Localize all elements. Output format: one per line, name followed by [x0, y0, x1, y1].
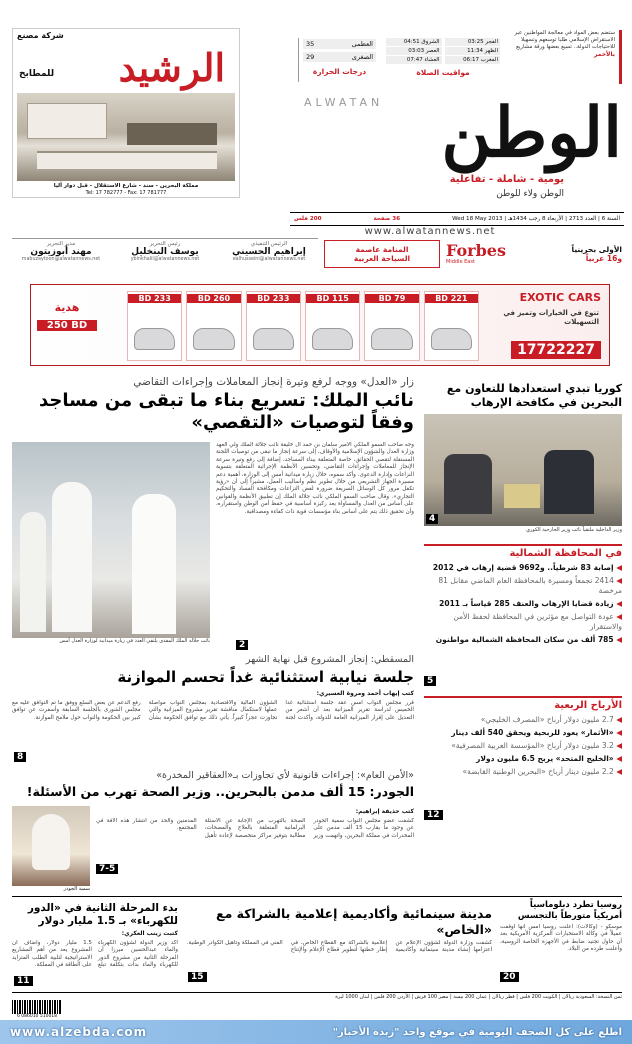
russia-page[interactable]: 20 — [500, 972, 519, 982]
budget-kicker: المسقطي: إنجاز المشروع قبل نهاية الشهر — [245, 654, 414, 665]
lead-photo — [12, 442, 210, 638]
car-card[interactable] — [127, 291, 182, 361]
list-item-text: 2414 تجمعاً ومسيرة بالمحافظة العام الماضي مقابل 81 مرخصة — [438, 576, 622, 595]
cinema-page[interactable]: 15 — [188, 972, 207, 982]
north-page[interactable]: 5 — [424, 676, 436, 686]
list-item[interactable] — [424, 767, 622, 777]
lead-caption: نائب جلالة الملك المفدى يلتقي العدد في زيارة ميدانية لوزارة العدل أمس — [59, 638, 210, 644]
manama-banner[interactable] — [324, 240, 440, 268]
forbes-line2: و16 عربياً — [585, 254, 622, 263]
korea-caption: وزير الداخلية ملتقياً نائب وزير الخارجية الكوري — [526, 527, 622, 533]
budget-body: قرر مجلس النواب أمس عقد جلسة استثنائية غداً الخميس لدراسة تقرير الميزانية بعد أن أشعر من التعديل على إقرار الميزانية العامة للدولة، وأكدت لجنة الشؤون المالية والاقتصادية بمجلس النواب مواصلة عملها لاستكمال مناقشة تقرير مشروع الميزانية والتي تجاوزت عجزاً كبيراً. يأتي ذلك مع توافق الحكومة بشأن رفع الدعم عن بعض السلع ووفق ما تم التوافق عليه مع مجلس الشورى بالجلسة السابقة وأسفرت عن توافق كبير بين الحكومة والنواب حول ملامح الموازنة. — [12, 700, 414, 721]
budget-headline[interactable]: جلسة نيابية استثنائية غداً تحسم الموازنة — [117, 668, 414, 686]
ad-brand: الرشيد — [118, 45, 225, 90]
car-icon — [371, 328, 412, 350]
list-item[interactable] — [424, 612, 622, 632]
car-card[interactable] — [246, 291, 301, 361]
barcode — [12, 1000, 62, 1014]
health-caption: سمية الجودر — [63, 886, 90, 892]
car-price: BD 79 — [365, 294, 418, 303]
list-item[interactable] — [424, 563, 622, 573]
list-item[interactable] — [424, 599, 622, 609]
quarter-section — [424, 696, 622, 780]
prayer-asr: العصر 03:03 — [386, 47, 442, 55]
forbes-logo: Forbes — [446, 241, 506, 260]
staff-managing — [12, 241, 110, 268]
ad-company: شركة مصنع — [17, 31, 64, 40]
list-item[interactable] — [424, 715, 622, 725]
weather-max-value: 35 — [306, 40, 315, 48]
ad-alrashid[interactable] — [12, 28, 240, 198]
car-icon — [253, 328, 294, 350]
barcode-number: 6 086010 510018 — [16, 1014, 58, 1019]
list-item-text: «الأثمار» يعود للربحية ويحقق 540 ألف دينار — [451, 728, 614, 737]
lead-body: وجه صاحب السمو الملكي الأمير سلمان بن حمد آل خليفة نائب جلالة الملك ولي العهد وزارة العدل والشؤون الإسلامية والأوقاف، إلى سرعة إنجاز ما تبقى من توصيات اللجنة المستقلة لتقصي الحقائق، خاصة المتعلقة ببناء المساجد، إضافة إلى رفع وتيرة سرعة الإنجاز للمعاملات وإجراءات التقاضي، وتحسين الأنظمة الإجرائية المتعلقة بتسوية النزاعات وإدارة الدعوى. وأكد سموه، خلال زيارة ميدانية أمس إلى الوزارة، أهمية دعم مسيرة الجهاز التشريعي من خلال تطوير نظم وأساليب العمل، مشيراً إلى أن «رؤية تكفل مرور كل الوسائل السريعة ضرورة لفض النزاعات ومكافحة الفساد والتحكيم التجاري». وقال صاحب السمو الملكي نائب جلالة الملك إن تطبيق الأنظمة والقوانين على أساس من العدل والمساواة يعد ركيزة أساسية في حفظ أمن الوطن واستقراره، وأن تحقيق ذلك يتم على أساس بناء مؤسسات قوية ذات كفاءة ومصداقية. — [216, 442, 414, 515]
car-price: BD 233 — [128, 294, 181, 303]
prayer-maghrib: المغرب 06:17 — [445, 56, 501, 64]
kitchen-photo — [17, 93, 235, 181]
staff-role: مدير التحرير — [46, 241, 76, 247]
masthead — [300, 90, 622, 210]
car-row — [127, 291, 479, 361]
watermark-strip[interactable] — [0, 1020, 632, 1044]
north-section — [424, 544, 622, 648]
logo-ar: الوطن — [441, 93, 622, 173]
weather-title: درجات الحرارة — [312, 67, 367, 76]
electric-byline: كتبت زينب العكري: — [121, 930, 178, 937]
prayer-box — [386, 38, 500, 82]
prayer-dhuhr: الظهر 11:34 — [445, 47, 501, 55]
north-title: في المحافظة الشمالية — [509, 548, 622, 559]
list-item[interactable] — [424, 754, 622, 764]
logo-en: ALWATAN — [304, 96, 384, 109]
health-kicker: «الأمن العام»: إجراءات قانونية لأي تجاوزات بـ«العقاقير المخدرة» — [156, 770, 414, 781]
bullet-icon: ◀ — [613, 599, 622, 608]
prayer-fajr: الفجر 03:25 — [445, 38, 501, 46]
ad-address: مملكة البحرين - سند - شارع الاستقلال - قبل دوار أليا — [53, 183, 199, 189]
budget-byline: كتب إيهاب أحمد ومروة العسيري: — [316, 690, 414, 697]
list-item-text: 2.7 مليون دولار أرباح «المصرف الخليجي» — [480, 715, 614, 724]
bullet-icon: ◀ — [613, 767, 622, 776]
korea-page[interactable]: 4 — [426, 514, 438, 524]
car-card[interactable] — [305, 291, 360, 361]
list-item-text: عودة التواصل مع مؤثرين في المحافظة لحفظ الأمن والاستقرار — [453, 612, 622, 631]
car-icon — [431, 328, 472, 350]
staff-email[interactable]: ybinkhalil@alwatannews.net — [130, 257, 200, 262]
pages: 36 صفحة — [373, 216, 401, 222]
forbes-line1: الأولى بحرينياً — [571, 245, 622, 254]
staff-email[interactable]: ealhusseini@alwatannews.net — [232, 257, 306, 262]
tagline-1: يومية - شاملة - تفاعلية — [449, 174, 564, 185]
bullet-icon: ◀ — [613, 576, 622, 585]
quarter-title: الأرباح الربعية — [554, 700, 622, 711]
watermark-slogan: اطلع على كل الصحف اليومية في موقع واحد "زبدة الأخبار" — [332, 1026, 622, 1038]
russia-headline[interactable]: روسيا تطرد دبلوماسياً أمريكياً متورطاً بالتجسس — [517, 900, 622, 921]
ad-phone: Tel: 17 782777 - Fax: 17 781777 — [85, 190, 167, 196]
bullet-icon: ◀ — [613, 754, 622, 763]
lead-page[interactable]: 2 — [236, 640, 248, 650]
car-ad-phone[interactable]: 17722227 — [511, 341, 601, 359]
list-item-text: 2.2 مليون دينار أرباح «البحرين الوطنية القابضة» — [462, 767, 614, 776]
quarter-list — [424, 715, 622, 777]
staff-role: الرئيس التنفيذي — [250, 241, 288, 247]
bullet-icon: ◀ — [613, 728, 622, 737]
cinema-headline[interactable]: مدينة سينمائية وأكاديمية إعلامية بالشراكة مع «الخاص» — [216, 906, 492, 937]
list-item-text: 3.2 مليون دولار أرباح «المؤسسة العربية المصرفية» — [451, 741, 614, 750]
manama-text: المنامة عاصمة السياحة العربية — [353, 245, 411, 263]
prayer-sunrise: الشروق 04:51 — [386, 38, 442, 46]
weather-min-label: الصغرى — [351, 53, 373, 61]
electric-headline[interactable]: بدء المرحلة الثانية في «الدور للكهرباء» بـ 1.5 مليار دولار — [27, 902, 178, 927]
teaser-text: ستضم بعض المواد في معالجة المواطنين عبر الاستقراض الإسلامي طلبا توسعهم وتسهيلا للاحتياجات الدولة.. تسيع بعضها ورقة مشاريع — [514, 30, 615, 50]
car-price: BD 115 — [306, 294, 359, 303]
forbes-sub: Middle East — [446, 259, 475, 265]
car-ad-gift — [37, 301, 97, 357]
health-photo — [12, 806, 90, 886]
prayer-title: مواقيت الصلاة — [416, 68, 470, 77]
list-item[interactable] — [424, 576, 622, 596]
bullet-icon: ◀ — [613, 741, 622, 750]
list-item-text: 785 ألف من سكان المحافظة الشمالية مواطنون — [435, 635, 614, 644]
weather-max-label: العظمى — [351, 40, 373, 48]
watermark-site[interactable]: www.alzebda.com — [10, 1025, 148, 1039]
staff-bar — [12, 238, 318, 268]
staff-role: رئيس التحرير — [149, 241, 181, 247]
forbes-banner[interactable] — [446, 240, 622, 268]
korea-photo — [424, 414, 622, 526]
north-list — [424, 563, 622, 645]
staff-name: يوسف البنخليل — [131, 247, 199, 257]
list-item-text: «الخليج المتحد» يربح 6.5 مليون دولار — [476, 754, 614, 763]
staff-editor — [116, 241, 214, 268]
price: 200 فلس — [294, 216, 322, 222]
staff-name: إبراهيم الحسيني — [232, 247, 306, 257]
lead-kicker: زار «العدل» ووجه لرفع وتيرة إنجاز المعاملات وإجراءات التقاضي — [133, 376, 414, 388]
weather-box — [298, 38, 380, 82]
list-item[interactable] — [424, 741, 622, 751]
russia-body: موسكو - (وكالات): أعلنت روسيا أمس أنها أوقفت عميلاً في وكالة الاستخبارات المركزية الأمريكية بعد أن حاول تجنيد ضابط في الأجهزة الخاصة الروسية، وأعلنت طرده من البلاد. — [500, 924, 622, 953]
health-byline: كتب حذيفة إبراهيم: — [355, 808, 414, 815]
staff-name: مهند أبوزيتون — [30, 247, 92, 257]
gift-label: هدية — [54, 301, 80, 314]
budget-page[interactable]: 8 — [14, 752, 26, 762]
list-item-text: زيادة قضايا الإرهاب والعنف 285 قياساً بـ 2011 — [439, 599, 614, 608]
electric-page[interactable]: 11 — [14, 976, 33, 986]
car-ad-tagline: تنوع في الخيارات وتميز في التسهيلات — [503, 309, 599, 326]
car-card[interactable] — [364, 291, 419, 361]
car-icon — [193, 328, 234, 350]
car-card[interactable] — [186, 291, 241, 361]
car-icon — [134, 328, 175, 350]
health-headline[interactable]: الجودر: 15 ألف مدمن بالبحرين.. وزير الصحة تهرب من الأسئلة! — [26, 784, 414, 799]
staff-email[interactable]: mabuzaytoon@alwatannews.net — [21, 257, 101, 262]
bullet-icon: ◀ — [613, 635, 622, 644]
car-ad-brand: EXOTIC CARS — [519, 291, 601, 304]
ad-brand-suffix: للمطابخ — [19, 69, 55, 79]
teaser-link[interactable]: بالأحمر — [593, 51, 615, 58]
issue-line: السنة 6 | العدد 2713 | الأربعاء 8 رجب 1434هـ | Wed 18 May 2013 — [452, 216, 620, 222]
gift-value: 250 BD — [37, 320, 97, 331]
tagline-2: الوطن ولاء للوطن — [496, 189, 564, 199]
list-item[interactable] — [424, 728, 622, 738]
car-icon — [312, 328, 353, 350]
bullet-icon: ◀ — [613, 612, 622, 621]
bullet-icon: ◀ — [613, 715, 622, 724]
staff-ceo — [220, 241, 318, 268]
list-item[interactable] — [424, 635, 622, 645]
weather-min-value: 29 — [306, 53, 315, 61]
car-price: BD 221 — [425, 294, 478, 303]
footer-prices: ثمن النسخة: السعودية ريالان | الكويت 200 فلس | قطر ريالان | عمان 200 بيسة | مصر 100 قرش | الأردن 200 فلس | لبنان 1000 ليرة — [12, 992, 622, 1000]
car-price: BD 233 — [247, 294, 300, 303]
quarter-page[interactable]: 12 — [424, 810, 443, 820]
cinema-body: كشفت وزارة الدولة لشؤون الإعلام عن اعتزامها إنشاء مدينة سينمائية وأكاديمية إعلامية بالشراكة مع القطاع الخاص، في إطار خطتها لتطوير قطاع الإعلام والإنتاج الفني في المملكة وتأهيل الكوادر الوطنية. — [186, 940, 492, 954]
website[interactable]: www.alwatannews.net — [364, 226, 496, 237]
issue-bar — [290, 212, 624, 226]
car-ad[interactable] — [30, 284, 610, 366]
electric-body: أكد وزير الدولة لشؤون الكهرباء والماء عبدالحسين ميرزا أن المرحلة الثانية من مشروع الدور للكهرباء والماء بدأت بتكلفة تبلغ 1.5 مليار دولار، وأضاف أن المشروع يعد من أهم المشاريع الاستراتيجية لتلبية الطلب المتزايد على الطاقة في المملكة. — [12, 940, 178, 969]
korea-headline[interactable]: كوريا تبدي استعدادها للتعاون مع البحرين في مكافحة الإرهاب — [446, 382, 622, 409]
health-body: كشفت عضو مجلس النواب سمية الجودر عن وجود ما يقارب 15 ألف مدمن على المخدرات في مملكة البحرين، واتهمت وزير الصحة بالتهرب من الإجابة عن الأسئلة البرلمانية المتعلقة بالعلاج والمصحات، مطالبة بتوفير مراكز متخصصة لإعادة تأهيل المدمنين والحد من انتشار هذه الآفة في المجتمع. — [96, 818, 414, 839]
prayer-isha: العشاء 07:47 — [386, 56, 442, 64]
health-page[interactable]: 7-5 — [96, 864, 118, 874]
car-card[interactable] — [424, 291, 479, 361]
bullet-icon: ◀ — [613, 563, 622, 572]
teaser-top[interactable] — [506, 30, 622, 84]
list-item-text: إصابة 83 شرطياً.. و9692 قضية إرهاب في 2012 — [432, 563, 614, 572]
car-price: BD 260 — [187, 294, 240, 303]
lead-headline[interactable]: نائب الملك: تسريع بناء ما تبقى من مساجد وفقاً لتوصيات «التقصي» — [38, 390, 414, 433]
